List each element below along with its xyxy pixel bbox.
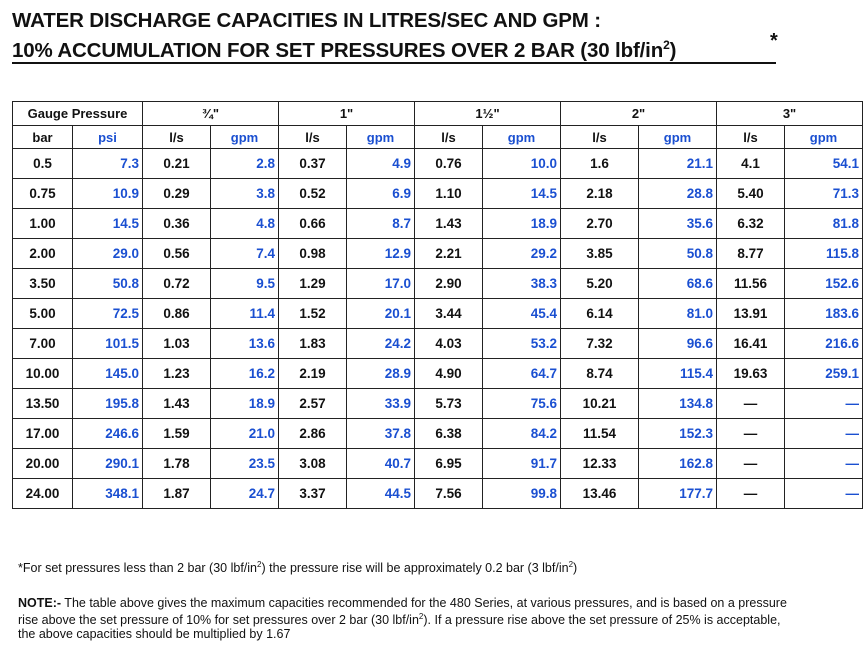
cell-psi: 14.5 [73,209,143,239]
cell-gpm-2: 35.6 [639,209,717,239]
cell-bar: 1.00 [13,209,73,239]
cell-bar: 2.00 [13,239,73,269]
subheader-ls: l/s [561,126,639,149]
table-row [13,269,863,299]
title-rule [12,62,776,64]
table-row [13,329,863,359]
cell-gpm-3: 152.6 [785,269,863,299]
table-row [13,389,863,419]
subheader-gpm: gpm [211,126,279,149]
cell-bar: 13.50 [13,389,73,419]
cell-ls-2: 2.18 [561,179,639,209]
title-block [12,8,782,63]
cell-ls-3-4: 1.23 [143,359,211,389]
cell-gpm-1-1-2: 18.9 [483,209,561,239]
cell-ls-3-4: 1.03 [143,329,211,359]
cell-gpm-1-1-2: 91.7 [483,449,561,479]
subheader-ls: l/s [279,126,347,149]
header-row [13,102,863,126]
cell-ls-2: 3.85 [561,239,639,269]
cell-gpm-1: 24.2 [347,329,415,359]
subheader-gpm: gpm [347,126,415,149]
cell-gpm-1: 37.8 [347,419,415,449]
cell-psi: 290.1 [73,449,143,479]
table-row [13,149,863,179]
cell-gpm-1: 17.0 [347,269,415,299]
cell-gpm-1: 6.9 [347,179,415,209]
table-body [13,102,863,509]
cell-ls-1: 3.37 [279,479,347,509]
cell-psi: 29.0 [73,239,143,269]
cell-psi: 72.5 [73,299,143,329]
cell-gpm-3: 216.6 [785,329,863,359]
subheader-gpm: gpm [785,126,863,149]
cell-gpm-2: 21.1 [639,149,717,179]
title-asterisk: * [770,30,778,52]
cell-gpm-3-4: 4.8 [211,209,279,239]
cell-gpm-1-1-2: 38.3 [483,269,561,299]
cell-ls-3: — [717,479,785,509]
cell-gpm-2: 81.0 [639,299,717,329]
cell-ls-1: 2.19 [279,359,347,389]
cell-ls-1-1-2: 7.56 [415,479,483,509]
cell-gpm-3-4: 13.6 [211,329,279,359]
cell-ls-2: 10.21 [561,389,639,419]
cell-ls-1-1-2: 1.43 [415,209,483,239]
cell-psi: 10.9 [73,179,143,209]
cell-gpm-1-1-2: 64.7 [483,359,561,389]
table-row [13,449,863,479]
cell-ls-1: 1.29 [279,269,347,299]
cell-ls-3: 11.56 [717,269,785,299]
cell-gpm-3: 71.3 [785,179,863,209]
cell-bar: 0.5 [13,149,73,179]
cell-psi: 7.3 [73,149,143,179]
subheader-row [13,126,863,149]
cell-gpm-2: 162.8 [639,449,717,479]
cell-gpm-1-1-2: 29.2 [483,239,561,269]
cell-gpm-2: 68.6 [639,269,717,299]
cell-ls-1-1-2: 6.38 [415,419,483,449]
cell-gpm-1: 28.9 [347,359,415,389]
cell-ls-3-4: 0.72 [143,269,211,299]
note-text-2: ). If a pressure rise above the set pressure of 25% is acceptable, the above capacities should be multiplied by 1.67 [18,613,781,642]
cell-ls-1-1-2: 4.90 [415,359,483,389]
cell-ls-3: 4.1 [717,149,785,179]
cell-gpm-3: 259.1 [785,359,863,389]
note-label: NOTE:- [18,596,62,610]
cell-bar: 24.00 [13,479,73,509]
title-line-2 [12,33,782,63]
cell-gpm-1-1-2: 53.2 [483,329,561,359]
cell-ls-2: 11.54 [561,419,639,449]
cell-ls-1: 0.66 [279,209,347,239]
cell-ls-2: 12.33 [561,449,639,479]
cell-ls-1-1-2: 5.73 [415,389,483,419]
cell-bar: 17.00 [13,419,73,449]
subheader-gpm: gpm [483,126,561,149]
cell-gpm-3-4: 7.4 [211,239,279,269]
cell-gpm-2: 134.8 [639,389,717,419]
cell-gpm-3: 183.6 [785,299,863,329]
cell-ls-3-4: 0.86 [143,299,211,329]
size-header-1: 1" [279,102,415,126]
cell-ls-2: 1.6 [561,149,639,179]
cell-gpm-3-4: 21.0 [211,419,279,449]
title-line-1: WATER DISCHARGE CAPACITIES IN LITRES/SEC AND GPM : [12,9,601,32]
cell-ls-2: 6.14 [561,299,639,329]
footnote-sup-2: 2 [568,560,574,569]
cell-ls-1-1-2: 2.90 [415,269,483,299]
cell-gpm-1: 40.7 [347,449,415,479]
cell-gpm-3: 81.8 [785,209,863,239]
footnote-text-1: *For set pressures less than 2 bar (30 lbf/in [18,561,258,576]
cell-gpm-1-1-2: 75.6 [483,389,561,419]
cell-gpm-3-4: 18.9 [211,389,279,419]
cell-ls-1-1-2: 1.10 [415,179,483,209]
note-paragraph [18,596,788,641]
cell-ls-1: 1.52 [279,299,347,329]
cell-ls-2: 7.32 [561,329,639,359]
cell-gpm-3: — [785,419,863,449]
cell-ls-3-4: 0.36 [143,209,211,239]
cell-bar: 3.50 [13,269,73,299]
cell-ls-1: 2.57 [279,389,347,419]
cell-psi: 348.1 [73,479,143,509]
cell-gpm-2: 152.3 [639,419,717,449]
cell-ls-3: 6.32 [717,209,785,239]
subheader-ls: l/s [717,126,785,149]
cell-ls-3: 5.40 [717,179,785,209]
cell-gpm-3-4: 16.2 [211,359,279,389]
cell-psi: 145.0 [73,359,143,389]
cell-ls-3: 8.77 [717,239,785,269]
cell-ls-1-1-2: 2.21 [415,239,483,269]
cell-ls-3: — [717,449,785,479]
cell-ls-1-1-2: 0.76 [415,149,483,179]
cell-gpm-3-4: 11.4 [211,299,279,329]
footnote [18,560,577,575]
cell-gpm-3: 115.8 [785,239,863,269]
cell-ls-2: 8.74 [561,359,639,389]
cell-ls-2: 2.70 [561,209,639,239]
cell-bar: 0.75 [13,179,73,209]
size-header-3-4: ¾" [143,102,279,126]
cell-gpm-3: 54.1 [785,149,863,179]
cell-ls-1: 0.52 [279,179,347,209]
cell-gpm-1-1-2: 14.5 [483,179,561,209]
cell-ls-3-4: 1.87 [143,479,211,509]
title-superscript: 2 [663,38,670,52]
note-sup: 2 [418,612,424,621]
footnote-text-2: ) the pressure rise will be approximately 0.2 bar (3 lbf/in [261,561,569,576]
subheader-ls: l/s [415,126,483,149]
cell-ls-3: 19.63 [717,359,785,389]
cell-gpm-1-1-2: 84.2 [483,419,561,449]
subheader-psi: psi [73,126,143,149]
cell-ls-3-4: 1.59 [143,419,211,449]
cell-ls-3-4: 0.56 [143,239,211,269]
cell-gpm-1: 12.9 [347,239,415,269]
cell-ls-1: 0.98 [279,239,347,269]
cell-ls-3: — [717,389,785,419]
table-row [13,359,863,389]
cell-gpm-2: 50.8 [639,239,717,269]
footnote-text-3: ) [573,561,578,576]
cell-psi: 50.8 [73,269,143,299]
cell-gpm-1: 8.7 [347,209,415,239]
cell-ls-1-1-2: 6.95 [415,449,483,479]
cell-gpm-2: 28.8 [639,179,717,209]
cell-bar: 5.00 [13,299,73,329]
cell-gpm-3-4: 9.5 [211,269,279,299]
subheader-bar: bar [13,126,73,149]
table-row [13,209,863,239]
cell-psi: 195.8 [73,389,143,419]
cell-ls-2: 13.46 [561,479,639,509]
subheader-gpm: gpm [639,126,717,149]
cell-ls-1: 0.37 [279,149,347,179]
cell-ls-3: — [717,419,785,449]
cell-gpm-1: 20.1 [347,299,415,329]
table-row [13,299,863,329]
cell-psi: 101.5 [73,329,143,359]
cell-ls-2: 5.20 [561,269,639,299]
cell-ls-1-1-2: 4.03 [415,329,483,359]
cell-gpm-2: 115.4 [639,359,717,389]
footnote-sup-1: 2 [257,560,262,569]
cell-ls-3-4: 0.29 [143,179,211,209]
table-row [13,239,863,269]
size-header-3: 3" [717,102,863,126]
cell-ls-3-4: 1.78 [143,449,211,479]
cell-ls-3-4: 1.43 [143,389,211,419]
cell-psi: 246.6 [73,419,143,449]
cell-gpm-2: 96.6 [639,329,717,359]
table-row [13,419,863,449]
cell-ls-1: 2.86 [279,419,347,449]
cell-gpm-3-4: 2.8 [211,149,279,179]
cell-bar: 7.00 [13,329,73,359]
note-text-1: The table above gives the maximum capacities recommended for the 480 Series, at various pressures, and is based on a pressure rise above the set pressure of 10% for set pressures over 2 bar (30 lbf/in [18,596,787,628]
table-row [13,479,863,509]
title-line-2-text: 10% ACCUMULATION FOR SET PRESSURES OVER 2 BAR (30 lbf/in [12,38,664,62]
cell-gpm-1: 44.5 [347,479,415,509]
cell-gpm-1-1-2: 99.8 [483,479,561,509]
cell-bar: 10.00 [13,359,73,389]
size-header-1-1-2: 1½" [415,102,561,126]
cell-gpm-3: — [785,449,863,479]
size-header-2: 2" [561,102,717,126]
cell-gpm-1: 4.9 [347,149,415,179]
cell-gpm-3-4: 24.7 [211,479,279,509]
title-line-2-close: ) [669,38,677,62]
cell-gpm-1: 33.9 [347,389,415,419]
cell-gpm-3: — [785,389,863,419]
cell-ls-1: 3.08 [279,449,347,479]
cell-ls-3: 16.41 [717,329,785,359]
table-row [13,179,863,209]
cell-ls-1: 1.83 [279,329,347,359]
cell-gpm-2: 177.7 [639,479,717,509]
cell-ls-1-1-2: 3.44 [415,299,483,329]
capacities-table [12,101,863,509]
cell-gpm-3-4: 23.5 [211,449,279,479]
gauge-pressure-header: Gauge Pressure [13,102,143,126]
cell-gpm-1-1-2: 45.4 [483,299,561,329]
subheader-ls: l/s [143,126,211,149]
cell-ls-3-4: 0.21 [143,149,211,179]
cell-gpm-3-4: 3.8 [211,179,279,209]
cell-gpm-3: — [785,479,863,509]
cell-bar: 20.00 [13,449,73,479]
cell-ls-3: 13.91 [717,299,785,329]
cell-gpm-1-1-2: 10.0 [483,149,561,179]
